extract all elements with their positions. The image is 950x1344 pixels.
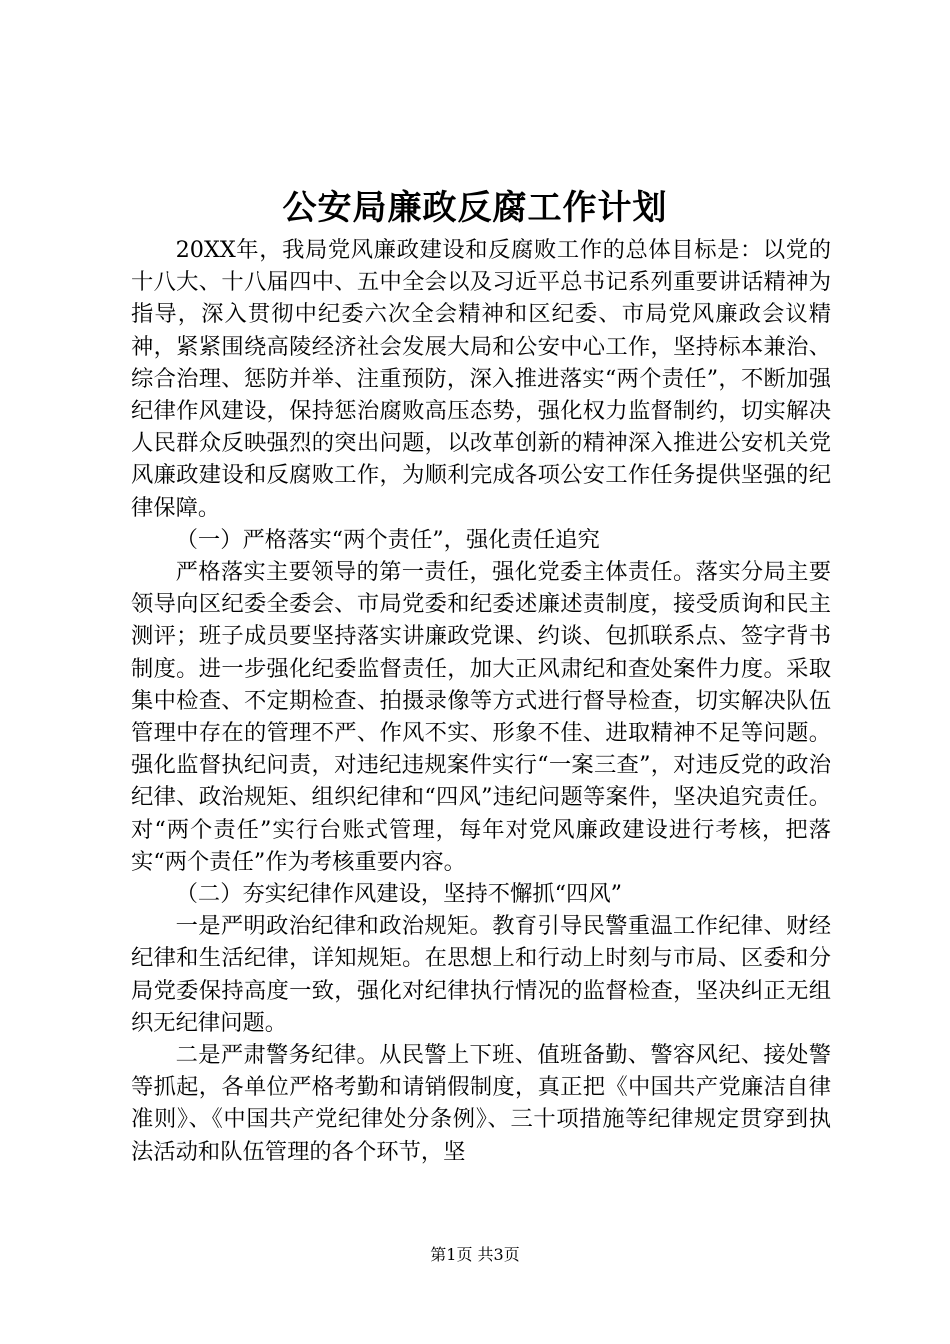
section-heading-2: （二）夯实纪律作风建设，坚持不懈抓“四风” [175,881,623,908]
paragraph-political-discipline: 一是严明政治纪律和政治规矩。教育引导民警重温工作纪律、财经纪律和生活纪律，详知规矩。在思想上和行动上时刻与市局、区委和分局党委保持高度一致，强化对纪律执行情况的监督检查，坚决纠正无组织无纪律问题。 [131,913,831,1036]
page-title: 公安局廉政反腐工作计划 [282,188,668,228]
document-body [131,234,831,1168]
paragraph-responsibility: 严格落实主要领导的第一责任，强化党委主体责任。落实分局主要领导向区纪委全委会、市局党委和纪委述廉述责制度，接受质询和民主测评；班子成员要坚持落实讲廉政党课、约谈、包抓联系点、签字背书制度。进一步强化纪委监督责任，加大正风肃纪和查处案件力度。采取集中检查、不定期检查、拍摄录像等方式进行督导检查，切实解决队伍管理中存在的管理不严、作风不实、形象不佳、进取精神不足等问题。强化监督执纪问责，对违纪违规案件实行“一案三查”，对违反党的政治纪律、政治规矩、组织纪律和“四风”违纪问题等案件，坚决追究责任。对“两个责任”实行台账式管理，每年对党风廉政建设进行考核，把落实“两个责任”作为考核重要内容。 [131,559,831,875]
section-heading-1: （一）严格落实“两个责任”，强化责任追究 [175,526,600,553]
paragraph-intro: 20XX年，我局党风廉政建设和反腐败工作的总体目标是：以党的十八大、十八届四中、五中全会以及习近平总书记系列重要讲话精神为指导，深入贯彻中纪委六次全会精神和区纪委、市局党风廉政会议精神，紧紧围绕高陵经济社会发展大局和公安中心工作，坚持标本兼治、综合治理、惩防并举、注重预防，深入推进落实“两个责任”，不断加强纪律作风建设，保持惩治腐败高压态势，强化权力监督制约，切实解决人民群众反映强烈的突出问题，以改革创新的精神深入推进公安机关党风廉政建设和反腐败工作，为顺利完成各项公安工作任务提供坚强的纪律保障。 [131,237,831,521]
page-number: 第1页 共3页 [430,1245,520,1264]
paragraph-police-discipline: 二是严肃警务纪律。从民警上下班、值班备勤、警容风纪、接处警等抓起，各单位严格考勤和请销假制度，真正把《中国共产党廉洁自律准则》、《中国共产党纪律处分条例》、三十项措施等纪律规定贯穿到执法活动和队伍管理的各个环节，坚 [131,1042,831,1165]
